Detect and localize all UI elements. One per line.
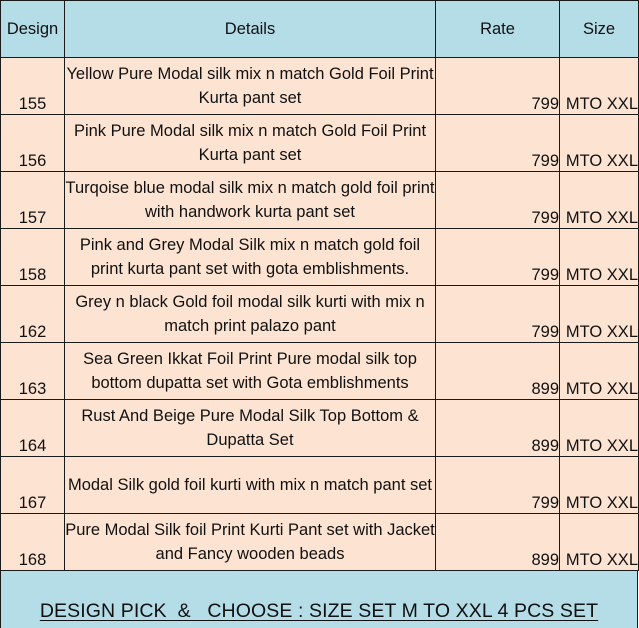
details-cell: Sea Green Ikkat Foil Print Pure modal silk top bottom dupatta set with Gota emblishments <box>65 343 436 400</box>
rate-cell: 899 <box>436 400 560 457</box>
table-row <box>1 343 639 400</box>
size-cell: MTO XXL <box>560 115 639 172</box>
details-header: Details <box>65 1 436 58</box>
rate-cell: 899 <box>436 514 560 571</box>
rate-cell: 799 <box>436 286 560 343</box>
size-cell: MTO XXL <box>560 514 639 571</box>
details-cell: Rust And Beige Pure Modal Silk Top Bottom & Dupatta Set <box>65 400 436 457</box>
size-cell: MTO XXL <box>560 286 639 343</box>
table-row <box>1 286 639 343</box>
details-cell: Yellow Pure Modal silk mix n match Gold Foil Print Kurta pant set <box>65 58 436 115</box>
details-cell: Modal Silk gold foil kurti with mix n match pant set <box>65 457 436 514</box>
size-cell: MTO XXL <box>560 58 639 115</box>
design-header: Design <box>1 1 65 58</box>
rate-cell: 799 <box>436 229 560 286</box>
table-row <box>1 514 639 571</box>
design-cell: 164 <box>1 400 65 457</box>
size-cell: MTO XXL <box>560 457 639 514</box>
table-row <box>1 115 639 172</box>
design-cell: 158 <box>1 229 65 286</box>
table-row <box>1 229 639 286</box>
details-cell: Pure Modal Silk foil Print Kurti Pant set with Jacket and Fancy wooden beads <box>65 514 436 571</box>
design-cell: 167 <box>1 457 65 514</box>
design-cell: 157 <box>1 172 65 229</box>
design-cell: 163 <box>1 343 65 400</box>
rate-cell: 899 <box>436 343 560 400</box>
details-cell: Pink Pure Modal silk mix n match Gold Foil Print Kurta pant set <box>65 115 436 172</box>
footer-banner <box>0 571 638 628</box>
design-cell: 162 <box>1 286 65 343</box>
size-cell: MTO XXL <box>560 172 639 229</box>
rate-cell: 799 <box>436 58 560 115</box>
rate-cell: 799 <box>436 115 560 172</box>
rate-cell: 799 <box>436 457 560 514</box>
header-row <box>1 1 639 58</box>
design-cell: 168 <box>1 514 65 571</box>
details-cell: Pink and Grey Modal Silk mix n match gold foil print kurta pant set with gota emblishments. <box>65 229 436 286</box>
design-cell: 155 <box>1 58 65 115</box>
details-cell: Turqoise blue modal silk mix n match gold foil print with handwork kurta pant set <box>65 172 436 229</box>
footer-text: DESIGN PICK & CHOOSE : SIZE SET M TO XXL 4 PCS SET <box>39 600 599 622</box>
rate-cell: 799 <box>436 172 560 229</box>
size-cell: MTO XXL <box>560 400 639 457</box>
details-cell: Grey n black Gold foil modal silk kurti with mix n match print palazo pant <box>65 286 436 343</box>
rate-header: Rate <box>436 1 560 58</box>
design-cell: 156 <box>1 115 65 172</box>
size-cell: MTO XXL <box>560 229 639 286</box>
table-row <box>1 457 639 514</box>
table-row <box>1 58 639 115</box>
table-row <box>1 172 639 229</box>
size-cell: MTO XXL <box>560 343 639 400</box>
size-header: Size <box>560 1 639 58</box>
table-row <box>1 400 639 457</box>
